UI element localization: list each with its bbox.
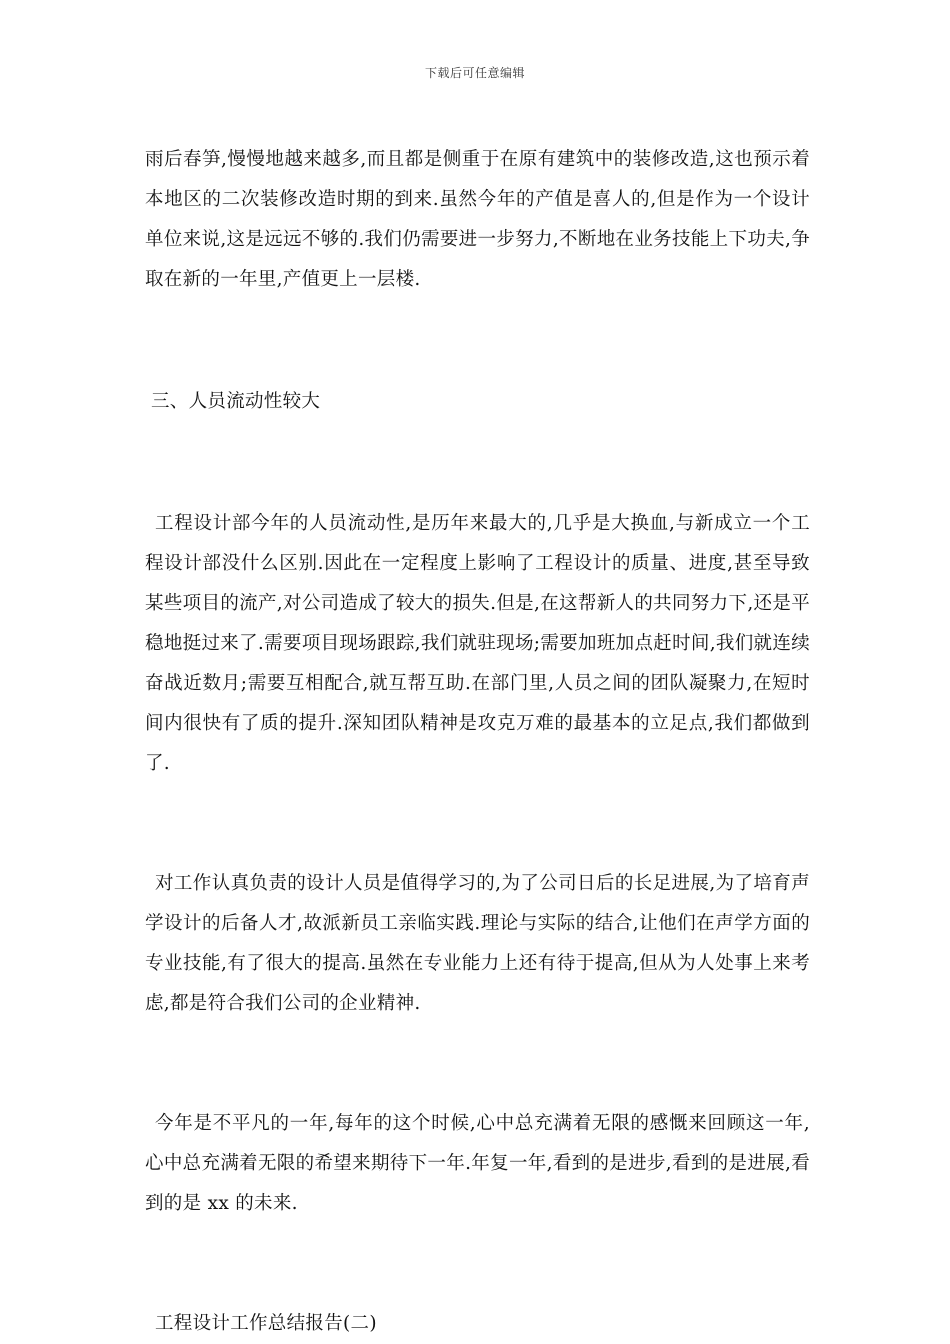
paragraph-2: 工程设计部今年的人员流动性,是历年来最大的,几乎是大换血,与新成立一个工程设计部没什么区别.因此在一定程度上影响了工程设计的质量、进度,甚至导致某些项目的流产,对公司造成了较大的损失.但是,在这帮新人的共同努力下,还是平稳地挺过来了.需要项目现场跟踪,我们就驻现场;需要加班加点赶时间,我们就连续奋战近数月;需要互相配合,就互帮互助.在部门里,人员之间的团队凝聚力,在短时间内很快有了质的提升.深知团队精神是攻克万难的最基本的立足点,我们都做到了. <box>145 513 810 774</box>
paragraph-4: 今年是不平凡的一年,每年的这个时候,心中总充满着无限的感慨来回顾这一年,心中总充满着无限的希望来期待下一年.年复一年,看到的是进步,看到的是进展,看到的是 xx 的未来. <box>145 1113 810 1214</box>
page-header: 下载后可任意编辑 <box>424 66 525 80</box>
section-heading-3: 三、人员流动性较大 <box>151 391 321 412</box>
report-title-2: 工程设计工作总结报告(二) <box>155 1313 377 1334</box>
paragraph-1: 雨后春笋,慢慢地越来越多,而且都是侧重于在原有建筑中的装修改造,这也预示着本地区的二次装修改造时期的到来.虽然今年的产值是喜人的,但是作为一个设计单位来说,这是远远不够的.我们仍需要进一步努力,不断地在业务技能上下功夫,争取在新的一年里,产值更上一层楼. <box>145 149 810 290</box>
paragraph-3: 对工作认真负责的设计人员是值得学习的,为了公司日后的长足进展,为了培育声学设计的后备人才,故派新员工亲临实践.理论与实际的结合,让他们在声学方面的专业技能,有了很大的提高.虽然在专业能力上还有待于提高,但从为人处事上来考虑,都是符合我们公司的企业精神. <box>145 873 810 1014</box>
document-body <box>145 140 810 1344</box>
